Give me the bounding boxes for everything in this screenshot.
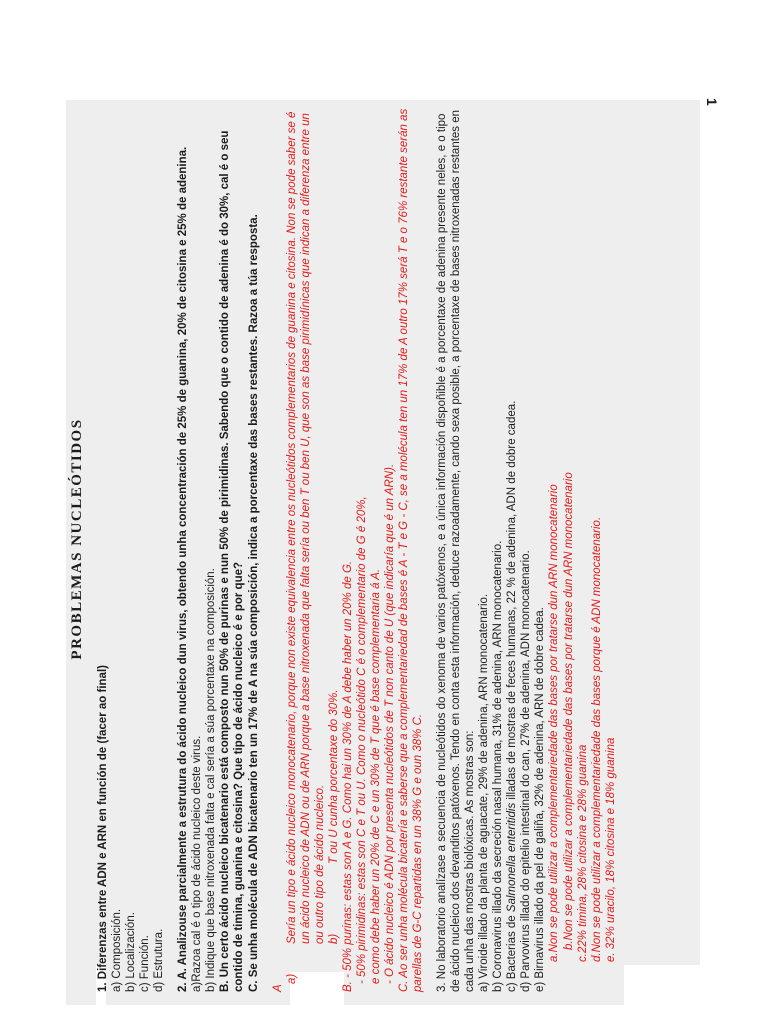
answer-2-A-label: A — [271, 984, 284, 992]
question-3-sample-c-text: c) Bacterias de — [506, 912, 519, 992]
question-1 — [96, 106, 166, 992]
question-2 — [176, 106, 260, 992]
question-1-item: d) Estrutura. — [153, 928, 166, 992]
question-3-sample-c-species: Salmonella enteritidis — [506, 802, 519, 913]
answer-2-B-line: B. - 50% purinas: estas son A e G. Como hai un 30% de A debe haber un 20% de G. — [341, 560, 354, 992]
answer-2-B-line: e como debe haber un 20% de C e un 30% de T que é base complementaria á A. — [369, 568, 382, 984]
answer-2-B-line: - 50% pirimidinas: estas son C e T ou U. Como o nucleótido C é o complementario de G é 20%, — [355, 496, 368, 984]
question-3-sample-e: e) Birnavirus illado da pel de galiña, 32% de adenina, ARN de dobre cadea. — [534, 607, 547, 992]
answer-3-e: e. 32% uracilo, 18% citosina e 18% guanina — [604, 737, 617, 962]
answer-3-d: d.Non se pode utilizar a complementariedade das bases porque é ADN monocatenario. — [590, 516, 603, 962]
answer-2-B-line: - O ácido nucleico é ADN por presenta nucleótidos de T non canto de U (que indicaría que é un ARN). — [383, 463, 396, 984]
question-1-heading: 1. Diferenzas entre ADN e ARN en función de (facer ao final) — [97, 665, 110, 992]
answer-2-a-text: Sería un tipo e ácido nucleico monocatenario, porque non existe equivalencia entre os nucleótidos complementarios de guanina e citosina. Non se pode saber se é un ácido nucleico de ADN ou de ARN porque a base nitroxenada que falta sería ou ben T ou ben U, que son as base pirimidínicas que indican a diferenza entre un ou outro tipo de ácido nucleico. — [285, 111, 326, 944]
question-3-sample-d: d) Parvovirus illado do epitelio intestinal do can, 27% de adenina, ADN monocatenario. — [520, 550, 533, 992]
answer-2-a-label: a) — [285, 973, 298, 984]
page-number: 1 — [704, 98, 720, 106]
question-2-part-a: a)Razoa cal é o tipo de ácido nucleico deste virus. — [191, 735, 204, 992]
answers-2 — [271, 106, 426, 992]
answer-3-b: b.Non se pode utilizar a complementariedade das bases por tratarse dun ARN monocatenario — [562, 472, 575, 950]
document-sheet — [66, 96, 700, 1002]
question-3-sample-a: a) Viroide illado da planta de aguacate, 29% de adenina, ARN monocatenario. — [478, 593, 491, 992]
question-1-item: b) Localización. — [125, 912, 138, 992]
question-2-C: C. Se unha molécula de ADN bicatenario ten un 17% de A na súa composición, indica a porcentaxe das bases restantes. Razoa a túa resposta. — [247, 214, 260, 992]
question-3-sample-c-text: illadas de mostras de feces humanas, 22 % de adenina, ADN de dobre cadea. — [506, 400, 519, 803]
answer-3-c: c.22% timina, 28% citosina e 28% guanina — [576, 744, 589, 962]
question-1-item: a) Composición. — [111, 908, 124, 992]
question-3-sample-b: b) Coronavirus illado da secreción nasal humana, 31% de adenina, ARN monocatenario. — [492, 540, 505, 992]
question-3-intro: 3. No laboratorio analízase a secuencia de nucleótidos do xenoma de varios patóxenos, e a única información dispoñible é a porcentaxe de adenina presente neles, e o tipo de ácido nucleico dos devanditos patóxenos. Tendo en conta esta información, deduce razoadamente, cando sexa posible, a porcentaxe de bases nitroxenadas restantes en cada unha das mostras biolóxicas. As mostras son: — [436, 109, 477, 992]
document-title: PROBLEMAS NUCLEÓTIDOS — [69, 418, 85, 660]
question-2-B: B. Un certo ácido nucleico bicatenario está composto nun 50% de purinas e nun 50% de pirimidinas. Sabendo que o contido de adenina é do 30%, cal é o seu contido de timina, guanina e citosina? Que tipo de ácido nucleico é e por que? — [219, 130, 246, 992]
answer-2-b-label: b) — [327, 933, 340, 944]
answer-3-a: a.Non se pode utilizar a complementariedade das bases por tratarse dun ARN monocatenario — [548, 484, 561, 962]
answer-2-C: C. Ao ser unha molécula bicatería e saberse que a complementariedad de bases é A - T e G - C, se a molécula ten un 17% de A outro 17% será T e o 76% restante serán as parellas de G-C repartidas en un 38% G e oun 38% C. — [397, 108, 425, 992]
question-2-part-b: b) Indique que base nitroxenada falta e cal sería a súa porcentaxe na composición. — [205, 568, 218, 992]
answer-2-a — [285, 106, 327, 992]
answer-2-b-text: T ou U cunha porcentaxe do 30%. — [327, 689, 340, 864]
question-2-intro: 2. A. Analizouse parcialmente a estrutura do ácido nucleico dun virus, obtendo unha concentración de 25% de guanina, 20% de citosina e 25% de adenina. — [177, 146, 190, 992]
question-1-item: c) Función. — [139, 935, 152, 992]
question-3-sample-c — [505, 106, 519, 992]
answers-3 — [547, 106, 617, 992]
question-3 — [435, 106, 547, 992]
answer-2-b — [327, 106, 341, 992]
